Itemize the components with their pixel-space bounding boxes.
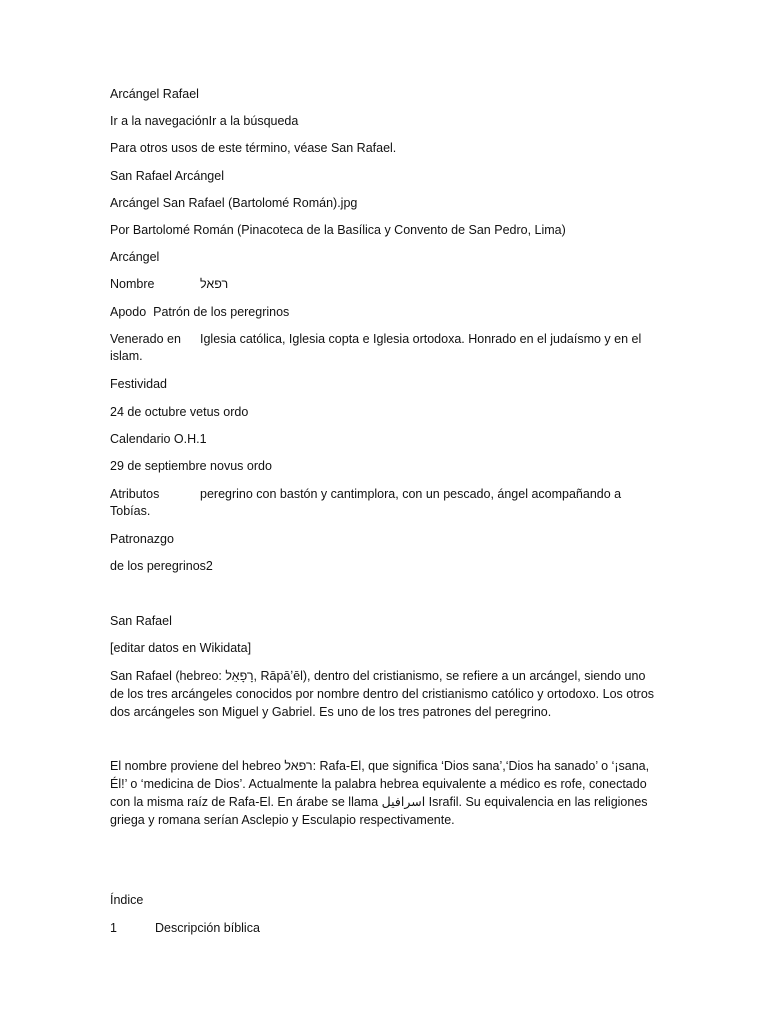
festividad-label: Festividad xyxy=(110,377,167,391)
infobox-image-filename[interactable]: Arcángel San Rafael (Bartolomé Román).jpg xyxy=(110,196,358,210)
infobox-row-nombre xyxy=(110,276,660,293)
infobox-row-apodo xyxy=(110,304,289,321)
index-item[interactable] xyxy=(110,920,260,937)
festividad-calendario: Calendario O.H.1 xyxy=(110,432,207,446)
page-title: Arcángel Rafael xyxy=(110,87,199,101)
apodo-value: Patrón de los peregrinos xyxy=(153,305,290,319)
infobox-row-atributos xyxy=(110,486,660,520)
festividad-vetus-ordo: 24 de octubre vetus ordo xyxy=(110,405,249,419)
intro-paragraph: San Rafael (hebreo: רָפָאֵל, Rāpāʼēl), dentro del cristianismo, se refiere a un arcángel, siendo uno de los tres arcángeles conocidos por nombre dentro del cristianismo católico y ortodoxo. Los otros dos arcángeles son Miguel y Gabriel. Es uno de los tres patrones del peregrino. xyxy=(110,669,655,719)
venerado-value: Iglesia católica, Iglesia copta e Iglesia ortodoxa. Honrado en el judaísmo y en el islam. xyxy=(110,332,642,363)
navigation-links[interactable]: Ir a la navegaciónIr a la búsqueda xyxy=(110,114,299,128)
infobox-category: Arcángel xyxy=(110,250,160,264)
etymology-paragraph: El nombre proviene del hebreo רפאל: Rafa-El, que significa ‘Dios sana’,‘Dios ha sanado’ o ‘¡sana, Él!’ o ‘medicina de Dios’. Actualmente la palabra hebrea equivalente a médico es rofe, conectado con la misma raíz de Rafa-El. En árabe se llama اسرافيل Israfil. Su equivalencia en las religiones griega y romana serían Asclepio y Esculapio respectivamente. xyxy=(110,759,650,827)
disambiguation-note: Para otros usos de este término, véase San Rafael. xyxy=(110,141,397,155)
infobox-footer-name: San Rafael xyxy=(110,614,172,628)
infobox-image-caption: Por Bartolomé Román (Pinacoteca de la Basílica y Convento de San Pedro, Lima) xyxy=(110,223,566,237)
venerado-label: Venerado en xyxy=(110,332,181,346)
infobox-heading: San Rafael Arcángel xyxy=(110,169,224,183)
nombre-value: רפאל xyxy=(200,277,229,291)
patronazgo-label: Patronazgo xyxy=(110,532,174,546)
wikidata-edit-link[interactable]: [editar datos en Wikidata] xyxy=(110,641,252,655)
apodo-label: Apodo xyxy=(110,305,147,319)
atributos-value: peregrino con bastón y cantimplora, con un pescado, ángel acompañando a Tobías. xyxy=(110,487,622,518)
festividad-novus-ordo: 29 de septiembre novus ordo xyxy=(110,459,272,473)
infobox-row-venerado xyxy=(110,331,660,365)
index-heading: Índice xyxy=(110,893,144,907)
index-item-label[interactable]: Descripción bíblica xyxy=(155,921,260,935)
patronazgo-value: de los peregrinos2 xyxy=(110,559,213,573)
nombre-label: Nombre xyxy=(110,277,155,291)
atributos-label: Atributos xyxy=(110,487,160,501)
index-item-number: 1 xyxy=(110,921,117,935)
